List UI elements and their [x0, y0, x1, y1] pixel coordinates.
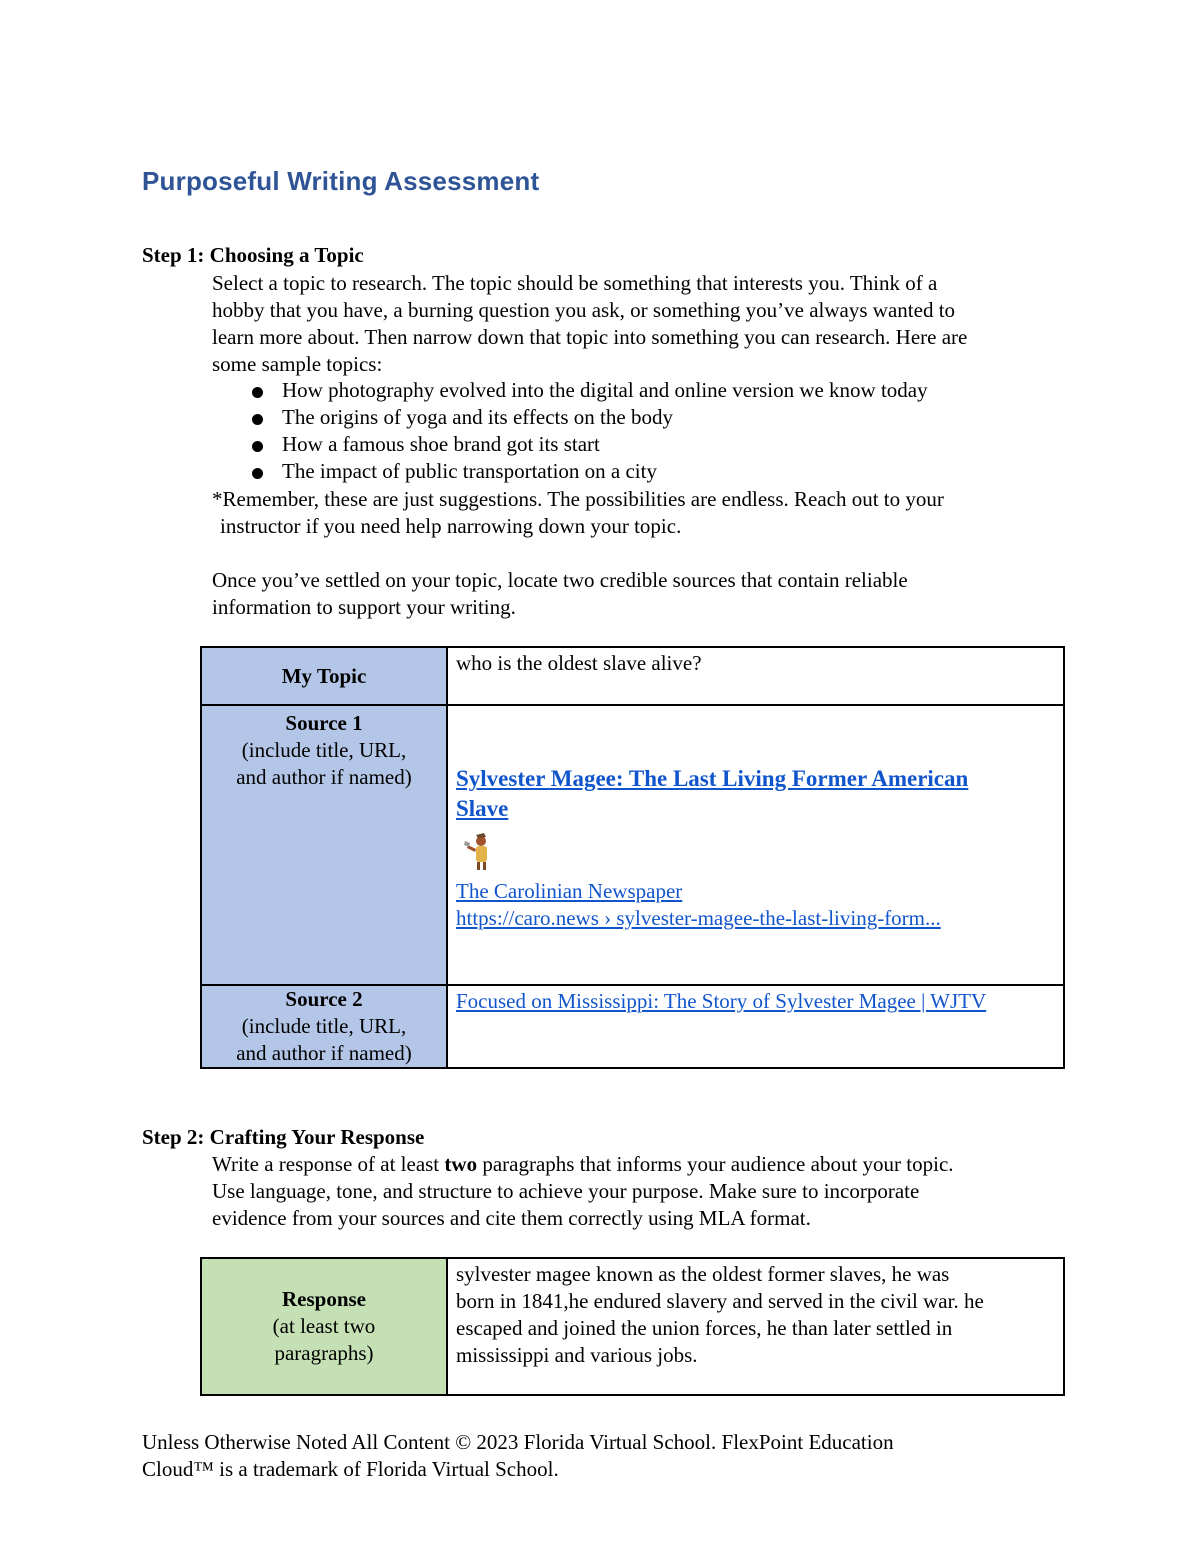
source2-link[interactable]: Focused on Mississippi: The Story of Sylvester Magee | WJTV — [456, 989, 987, 1013]
source2-sub: and author if named) — [236, 1041, 412, 1065]
settled-note — [212, 567, 908, 621]
source2-sub: (include title, URL, — [241, 1014, 407, 1038]
source2-label: Source 2 — [285, 987, 363, 1011]
step2-line-post: paragraphs that informs your audience about your topic. — [477, 1152, 954, 1176]
response-line: born in 1841,he endured slavery and served in the civil war. he — [456, 1289, 984, 1313]
table-row — [201, 705, 1064, 985]
page-title: Purposeful Writing Assessment — [142, 166, 540, 196]
step1-heading: Step 1: Choosing a Topic — [142, 243, 364, 267]
remember-line: *Remember, these are just suggestions. The possibilities are endless. Reach out to your — [212, 487, 944, 511]
list-item — [212, 377, 928, 404]
list-item — [212, 458, 928, 485]
intro-line: Select a topic to research. The topic should be something that interests you. Think of a — [212, 271, 938, 295]
my-topic-label: My Topic — [281, 663, 367, 688]
list-item — [212, 404, 928, 431]
source1-url-link[interactable]: https://caro.news › sylvester-magee-the-last-living-form... — [456, 906, 941, 930]
my-topic-value: who is the oldest slave alive? — [456, 651, 702, 675]
list-item-text: How a famous shoe brand got its start — [282, 432, 600, 456]
bullet-icon — [252, 387, 263, 398]
sample-topics-list — [212, 377, 928, 485]
response-table — [200, 1257, 1065, 1396]
step2-line: evidence from your sources and cite them correctly using MLA format. — [212, 1206, 811, 1230]
remember-line: instructor if you need help narrowing down your topic. — [220, 514, 682, 538]
bullet-icon — [252, 441, 263, 452]
intro-line: hobby that you have, a burning question you ask, or something you’ve always wanted to — [212, 298, 956, 322]
step2-instructions — [212, 1151, 954, 1232]
bullet-icon — [252, 414, 263, 425]
response-line: sylvester magee known as the oldest former slaves, he was — [456, 1262, 950, 1286]
list-item — [212, 431, 928, 458]
step2-heading: Step 2: Crafting Your Response — [142, 1125, 425, 1149]
step2-line-bold: two — [444, 1152, 478, 1176]
response-line: escaped and joined the union forces, he than later settled in — [456, 1316, 953, 1340]
remember-note — [212, 486, 944, 540]
list-item-text: How photography evolved into the digital and online version we know today — [282, 378, 928, 402]
intro-line: some sample topics: — [212, 352, 383, 376]
response-label-cell — [201, 1258, 447, 1395]
my-topic-value-cell[interactable] — [447, 647, 1064, 705]
source1-label-cell — [201, 705, 447, 985]
list-item-text: The impact of public transportation on a city — [282, 459, 657, 483]
response-line: mississippi and various jobs. — [456, 1343, 698, 1367]
copyright-footer — [142, 1429, 894, 1483]
table-row — [201, 985, 1064, 1068]
topic-sources-table — [200, 646, 1065, 1069]
response-sub: (at least two — [272, 1314, 376, 1338]
source1-label: Source 1 — [285, 711, 363, 735]
intro-line: learn more about. Then narrow down that topic into something you can research. Here are — [212, 325, 968, 349]
step2-line: Use language, tone, and structure to achieve your purpose. Make sure to incorporate — [212, 1179, 920, 1203]
source1-title-line: Sylvester Magee: The Last Living Former American — [456, 766, 969, 791]
source2-label-cell — [201, 985, 447, 1068]
source1-value-cell[interactable] — [447, 705, 1064, 985]
footer-line: Cloud™ is a trademark of Florida Virtual School. — [142, 1457, 559, 1481]
list-item-text: The origins of yoga and its effects on the body — [282, 405, 673, 429]
step2-line-pre: Write a response of at least — [212, 1152, 445, 1176]
source1-title-link[interactable] — [456, 764, 1055, 824]
person-figure-icon — [462, 830, 492, 872]
step1-intro — [212, 270, 967, 378]
source1-title-line: Slave — [456, 796, 509, 821]
response-label: Response — [281, 1287, 366, 1311]
response-sub: paragraphs) — [274, 1341, 374, 1365]
footer-line: Unless Otherwise Noted All Content © 2023 Florida Virtual School. FlexPoint Education — [142, 1430, 894, 1454]
table-row — [201, 1258, 1064, 1395]
my-topic-label-cell — [201, 647, 447, 705]
source1-sub: (include title, URL, — [241, 738, 407, 762]
settled-line: Once you’ve settled on your topic, locate two credible sources that contain reliable — [212, 568, 908, 592]
source1-sub: and author if named) — [236, 765, 412, 789]
settled-line: information to support your writing. — [212, 595, 516, 619]
source2-value-cell[interactable] — [447, 985, 1064, 1068]
bullet-icon — [252, 468, 263, 479]
source1-publisher-link[interactable]: The Carolinian Newspaper — [456, 879, 683, 903]
response-text-cell[interactable] — [447, 1258, 1064, 1395]
table-row — [201, 647, 1064, 705]
